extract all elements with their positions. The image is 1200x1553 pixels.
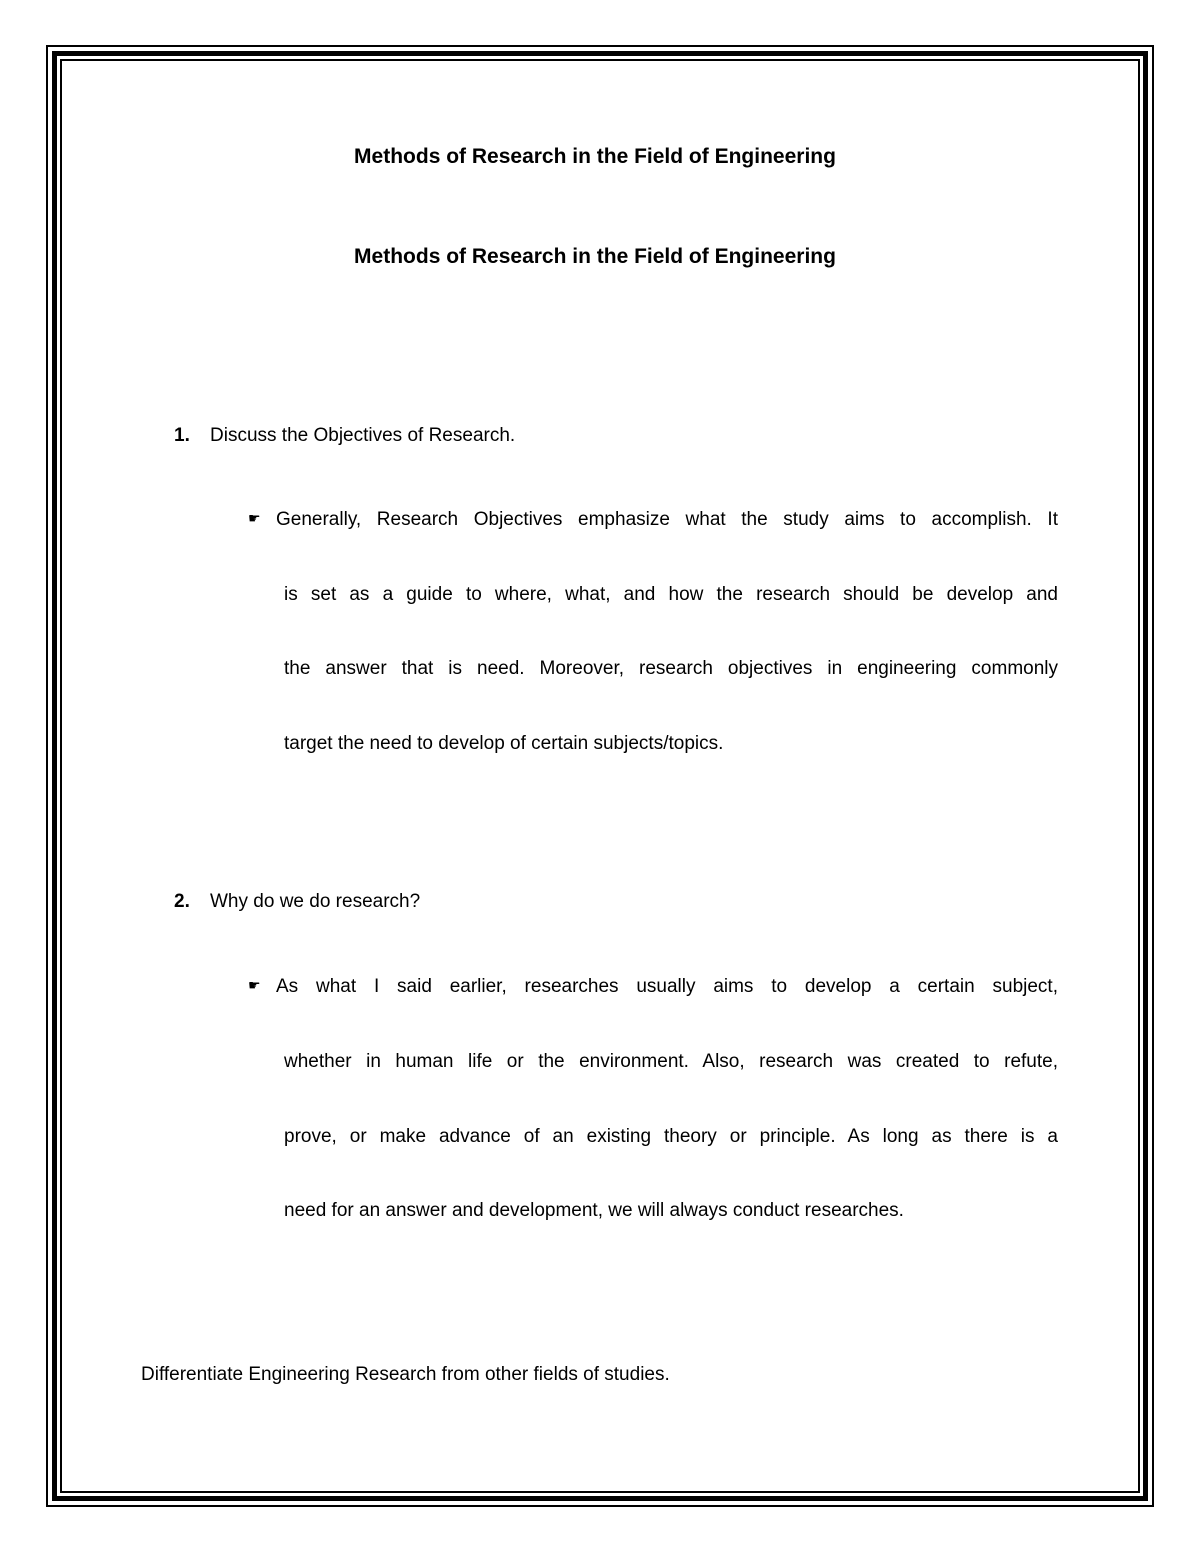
answer-2-line-2: whether in human life or the environment. Also, research was created to refute, [284, 1051, 1058, 1072]
page-border-inner [60, 59, 1140, 1493]
answer-2-line-1: ☛ As what I said earlier, researches usually aims to develop a certain subject, [248, 976, 1058, 997]
answer-1-line-1: ☛ Generally, Research Objectives emphasize what the study aims to accomplish. It [248, 509, 1058, 530]
answer-2-line-4: need for an answer and development, we will always conduct researches. [284, 1200, 904, 1221]
question-1-number: 1. [174, 425, 190, 446]
footer-question: Differentiate Engineering Research from other fields of studies. [141, 1364, 670, 1385]
question-2-text: Why do we do research? [210, 891, 421, 912]
pointing-hand-icon: ☛ [248, 977, 261, 993]
question-1 [174, 426, 515, 445]
document-title: Methods of Research in the Field of Engineering [354, 145, 836, 168]
question-2-number: 2. [174, 891, 190, 912]
document-subtitle: Methods of Research in the Field of Engineering [354, 245, 836, 268]
question-1-text: Discuss the Objectives of Research. [210, 425, 516, 446]
answer-1-line-4: target the need to develop of certain subjects/topics. [284, 733, 724, 754]
question-2 [174, 892, 420, 911]
answer-1-line-2: is set as a guide to where, what, and how the research should be develop and [284, 584, 1058, 605]
pointing-hand-icon: ☛ [248, 510, 261, 526]
answer-2-line-3: prove, or make advance of an existing theory or principle. As long as there is a [284, 1126, 1058, 1147]
answer-1-line-3: the answer that is need. Moreover, research objectives in engineering commonly [284, 658, 1058, 679]
